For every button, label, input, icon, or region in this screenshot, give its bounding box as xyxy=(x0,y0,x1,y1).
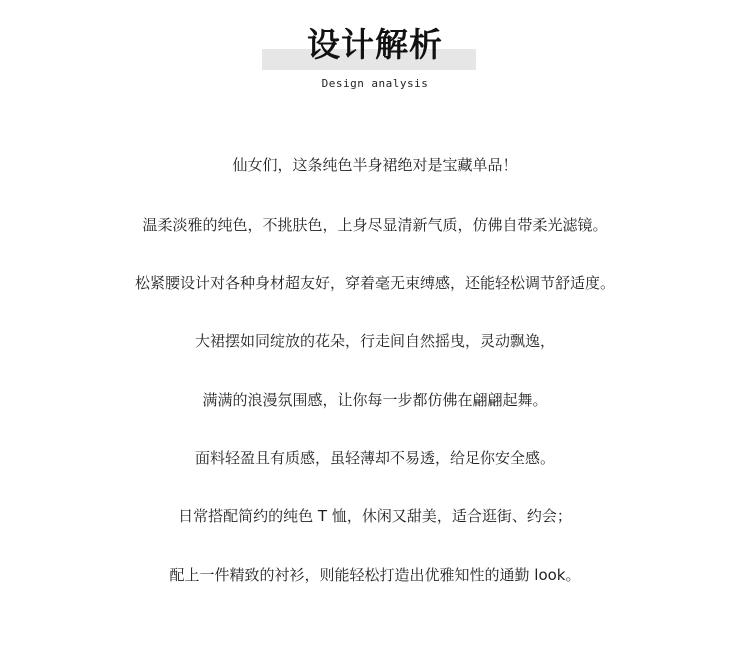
description-line: 大裙摆如同绽放的花朵，行走间自然摇曳，灵动飘逸， xyxy=(194,332,555,350)
description-line: 满满的浪漫氛围感，让你每一步都仿佛在翩翩起舞。 xyxy=(202,391,548,409)
page-title: 设计解析 xyxy=(307,25,443,64)
description-line: 仙女们，这条纯色半身裙绝对是宝藏单品！ xyxy=(232,156,518,174)
description-line: 面料轻盈且有质感，虽轻薄却不易透，给足你安全感。 xyxy=(194,449,555,467)
description-line: 日常搭配简约的纯色 T 恤，休闲又甜美，适合逛街、约会； xyxy=(178,507,572,525)
description-line: 配上一件精致的衬衫，则能轻松打造出优雅知性的通勤 look。 xyxy=(169,566,581,584)
description-line: 松紧腰设计对各种身材超友好，穿着毫无束缚感，还能轻松调节舒适度。 xyxy=(134,274,615,292)
page-subtitle: Design analysis xyxy=(321,77,429,90)
description-line: 温柔淡雅的纯色，不挑肤色，上身尽显清新气质，仿佛自带柔光滤镜。 xyxy=(142,216,608,234)
